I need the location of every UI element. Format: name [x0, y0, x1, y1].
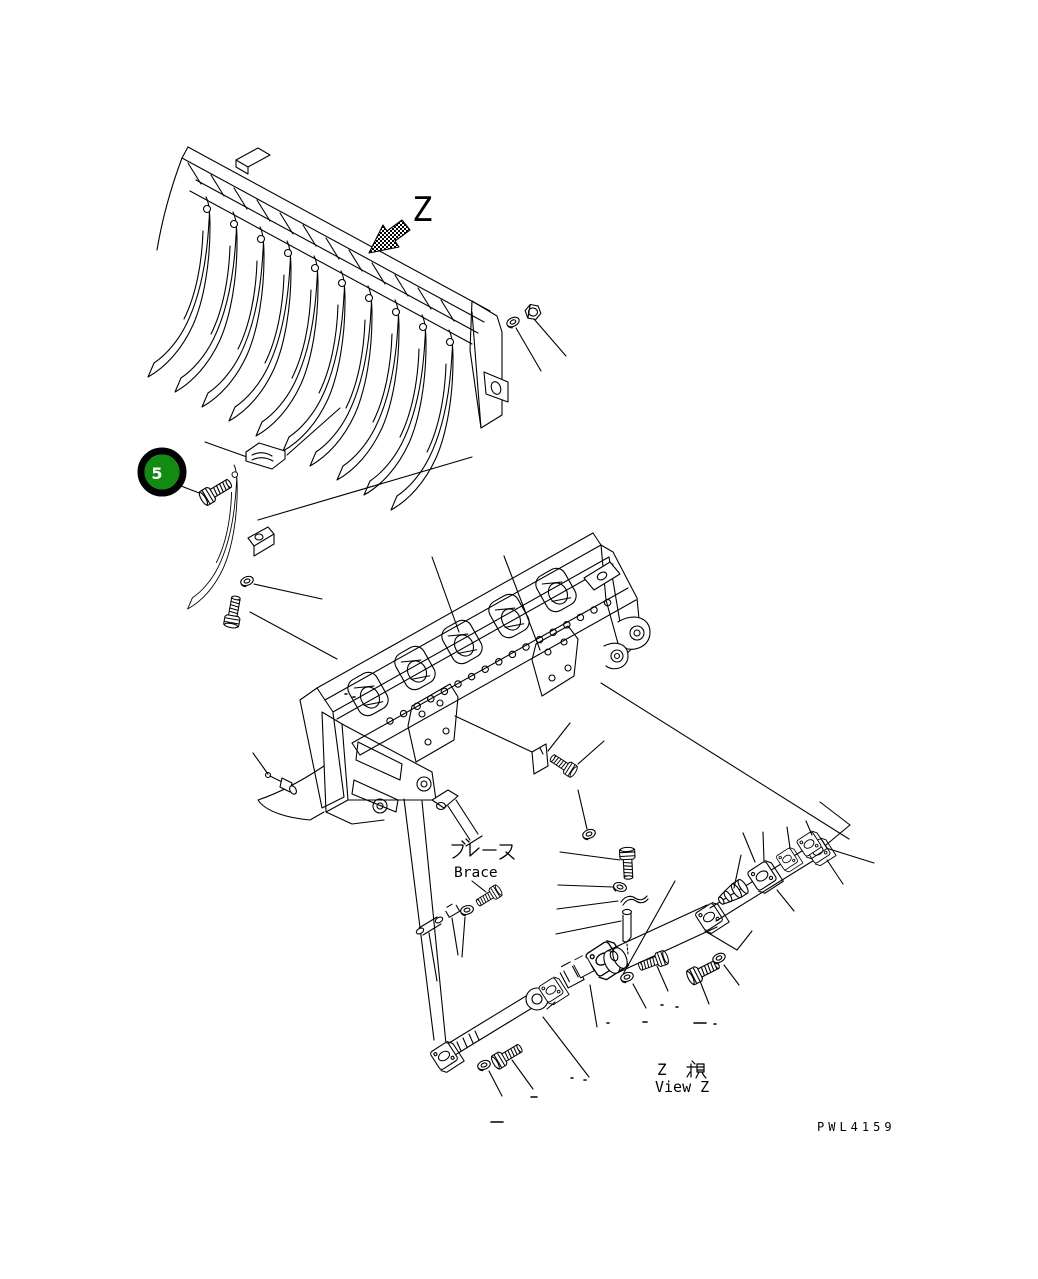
leader-line [516, 328, 541, 371]
leader-line [253, 753, 268, 774]
pin [623, 909, 632, 954]
hex-bolt [223, 595, 243, 629]
leader-line [777, 890, 794, 911]
faded-marks [491, 1005, 716, 1122]
grease-fitting [266, 773, 298, 796]
leader-line [422, 801, 446, 1044]
leader-line [743, 833, 755, 862]
leader-line [548, 723, 570, 751]
hex-bolt [619, 847, 636, 880]
brace-label-en: Brace [454, 865, 498, 881]
leader-line [254, 584, 322, 599]
hex-bolt [197, 476, 234, 507]
leader-line [462, 917, 465, 957]
leader-line [455, 716, 532, 752]
detached-tine-group [141, 408, 472, 659]
blade-openings [344, 565, 580, 720]
leader-line [657, 966, 668, 991]
rake-top-tab [236, 148, 270, 174]
blade-left-end [258, 688, 344, 820]
leader-line [787, 827, 790, 848]
view-z-label [655, 1060, 709, 1096]
washer [460, 904, 475, 916]
washer [711, 951, 727, 965]
leader-line [452, 918, 458, 955]
view-z-marker [369, 190, 432, 253]
leader-line [724, 965, 739, 985]
view-direction-arrow-icon [369, 220, 410, 253]
coupling [715, 878, 750, 908]
leader-line [737, 931, 752, 950]
leader-line [560, 852, 620, 860]
hex-bolt [548, 752, 579, 779]
flange-block [747, 859, 784, 896]
callout-5 [141, 451, 183, 493]
leader-line [534, 319, 566, 356]
blade-assembly [253, 533, 849, 1044]
leader-line [700, 981, 709, 1004]
view-z-marker-letter: Z [412, 190, 433, 230]
leader-line [820, 802, 850, 825]
tine-bracket [248, 527, 274, 556]
leader-line [705, 931, 737, 950]
drawing-number: PWL4159 [817, 1120, 896, 1134]
leader-line [826, 825, 850, 845]
rake-end-plate [470, 301, 508, 428]
hex-bolt [637, 950, 670, 974]
washer [239, 575, 254, 588]
view-z-label-en: View Z [655, 1078, 710, 1096]
blade-left-tower [322, 712, 436, 824]
rake-tines [148, 197, 454, 510]
leader-line [205, 442, 247, 457]
leader-line [558, 885, 613, 887]
hex-nut [524, 304, 542, 320]
hex-bolt [474, 884, 504, 909]
washer [619, 971, 634, 984]
leader-line [512, 1060, 533, 1089]
nut-washer-group [505, 304, 566, 371]
leader-line [472, 881, 486, 892]
clip [444, 903, 459, 918]
brace-label-ja-glyphs [452, 839, 514, 859]
spring-clip [621, 896, 648, 905]
view-z-label-letter: Z [657, 1060, 667, 1079]
leader-line [763, 832, 764, 861]
leader-line [557, 901, 618, 909]
callout-number: 5 [151, 464, 163, 483]
hex-bolt [490, 1041, 525, 1070]
washer [505, 315, 521, 329]
washer [612, 881, 627, 893]
leader-line [489, 1071, 502, 1096]
leader-line [250, 612, 337, 659]
brace-label [452, 839, 514, 881]
view-z-label-kanji-glyph [687, 1061, 706, 1078]
blade-center-bracket [408, 684, 458, 762]
leader-line [590, 985, 597, 1027]
washer [581, 828, 596, 841]
leader-line [543, 1017, 589, 1077]
tine-clamp [246, 443, 285, 469]
leader-line [601, 683, 849, 839]
leader-line [578, 790, 587, 829]
leader-line [556, 921, 621, 934]
leader-line [258, 457, 472, 520]
shim-plate [532, 744, 548, 774]
leader-line [827, 860, 843, 884]
washer [476, 1059, 491, 1072]
leader-line [578, 741, 604, 764]
rake-assembly [148, 147, 508, 510]
leader-line [404, 799, 434, 1040]
leader-line [504, 556, 540, 650]
brace-screw-stub [432, 790, 482, 846]
leader-line [633, 984, 646, 1008]
